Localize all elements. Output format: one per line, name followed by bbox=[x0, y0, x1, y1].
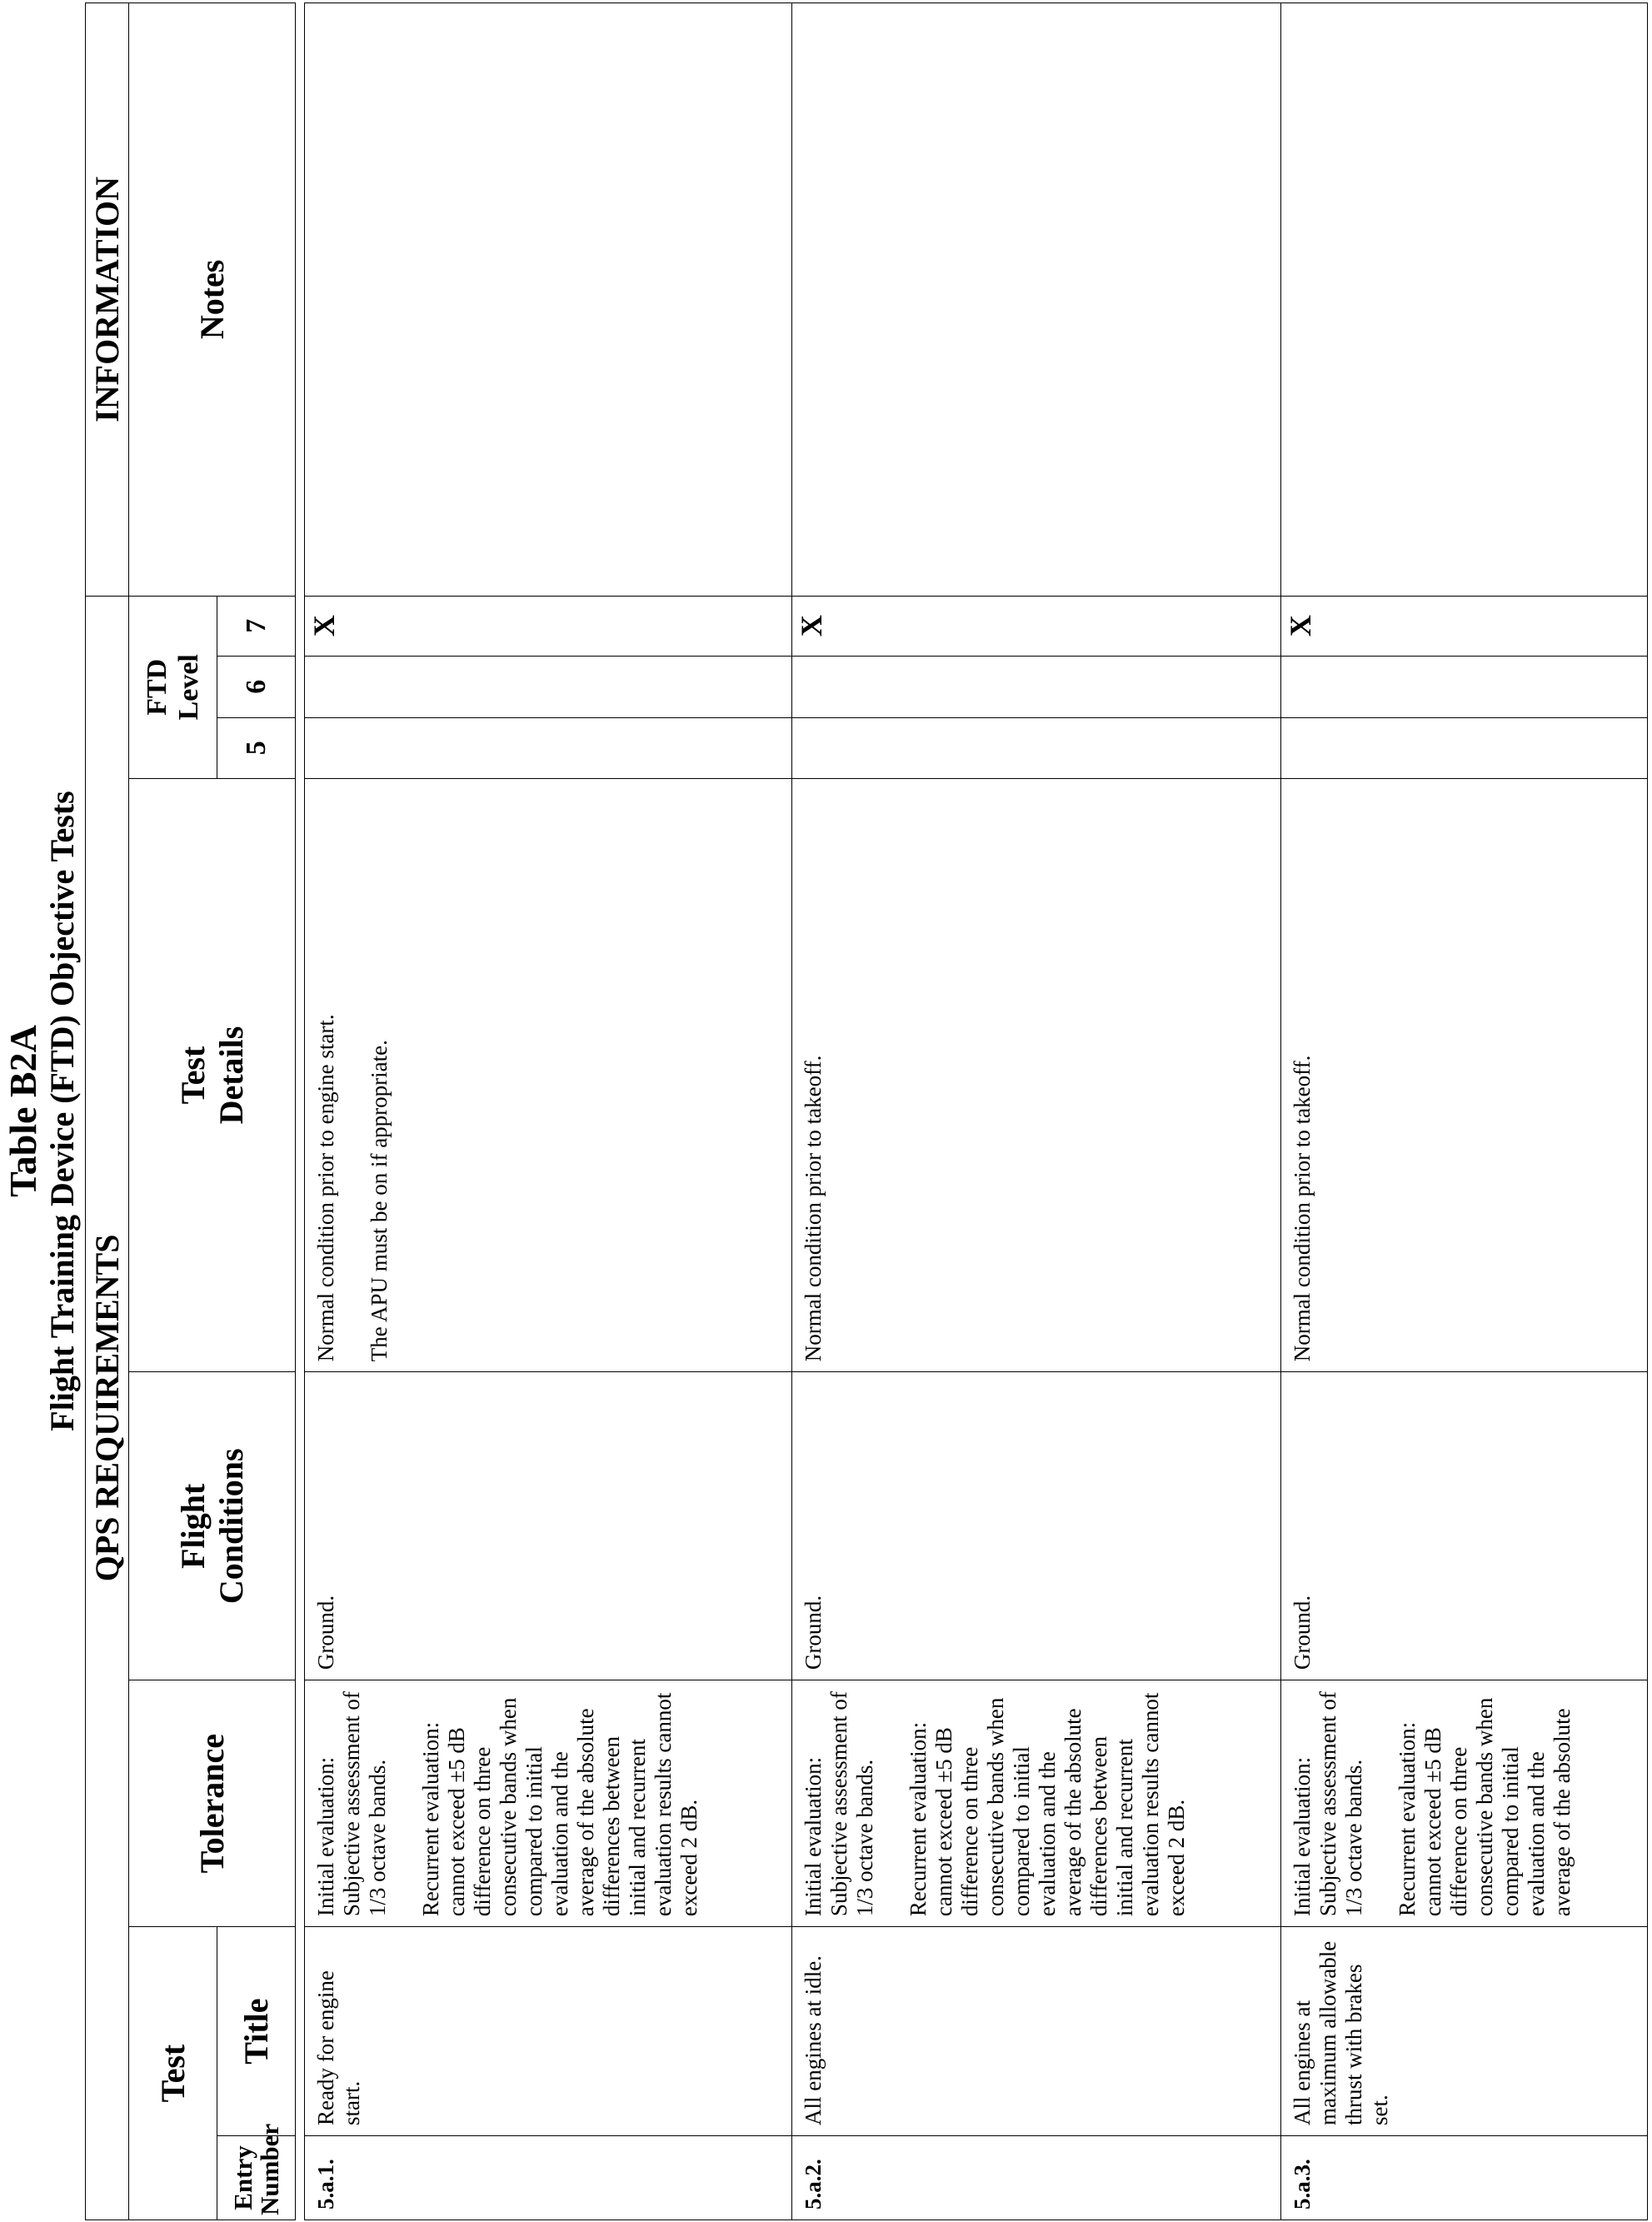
notes-cell bbox=[1281, 3, 1648, 597]
tolerance bbox=[792, 1680, 1281, 1927]
ftd-level-label bbox=[129, 596, 217, 778]
tolerance-initial: Initial evaluation: Subjective assessment of 1/3 octave bands. bbox=[313, 1691, 390, 1917]
table-row bbox=[792, 3, 1281, 2220]
test-details-line-1: Normal condition prior to takeoff. bbox=[801, 1055, 826, 1362]
body-table bbox=[304, 2, 1648, 2220]
notes-label: Notes bbox=[129, 3, 296, 597]
level-7-label: 7 bbox=[217, 596, 296, 656]
table-subtitle: Flight Training Device (FTD) Objective Tests bbox=[43, 791, 81, 1431]
level-7-cell: X bbox=[792, 596, 1281, 656]
qps-requirements-label: QPS REQUIREMENTS bbox=[86, 596, 129, 2220]
level-5-cell bbox=[1281, 717, 1648, 778]
entry-number: 5.a.1. bbox=[305, 2136, 792, 2220]
title-label: Title bbox=[217, 1927, 296, 2136]
tolerance-recurrent: Recurrent evaluation: cannot exceed ±5 dB difference on three consecutive bands when compared to initial evaluation and the average of the absolute differences between initial and recurrent evaluation results cannot exceed 2 dB. bbox=[906, 1692, 1189, 1917]
tolerance-recurrent: Recurrent evaluation: cannot exceed ±5 dB difference on three consecutive bands when compared to initial evaluation and the average of the absolute differences between initial and recurrent evaluation results cannot exceed 2 dB. bbox=[418, 1692, 701, 1917]
tolerance-initial: Initial evaluation: Subjective assessment of 1/3 octave bands. bbox=[801, 1691, 877, 1917]
tolerance bbox=[1281, 1680, 1648, 1927]
flight-conditions-label bbox=[129, 1372, 296, 1680]
level-6-cell bbox=[305, 656, 792, 717]
tolerance-label: Tolerance bbox=[129, 1680, 296, 1927]
test-details bbox=[792, 778, 1281, 1372]
table-title: Table B2A bbox=[2, 1025, 44, 1197]
entry-number-text: Entry Number bbox=[227, 2123, 284, 2216]
level-5-cell bbox=[305, 717, 792, 778]
level-6-cell bbox=[792, 656, 1281, 717]
level-6-cell bbox=[1281, 656, 1648, 717]
entry-number: 5.a.2. bbox=[792, 2136, 1281, 2220]
level-7-cell: X bbox=[305, 596, 792, 656]
flight-conditions: Ground. bbox=[1281, 1372, 1648, 1680]
test-details-line-1: Normal condition prior to takeoff. bbox=[1290, 1055, 1315, 1362]
level-6-label: 6 bbox=[217, 656, 296, 717]
test-label: Test bbox=[129, 1927, 217, 2220]
header-table bbox=[85, 2, 296, 2220]
ftd-level-text: FTD Level bbox=[141, 654, 204, 721]
table-row bbox=[1281, 3, 1648, 2220]
test-details-line-2: The APU must be on if appropriate. bbox=[367, 1040, 392, 1362]
level-7-cell: X bbox=[1281, 596, 1648, 656]
flight-conditions: Ground. bbox=[792, 1372, 1281, 1680]
test-details bbox=[305, 778, 792, 1372]
test-details bbox=[1281, 778, 1648, 1372]
tolerance-initial: Initial evaluation: Subjective assessment of 1/3 octave bands. bbox=[1290, 1691, 1366, 1917]
flight-conditions-text: Flight Conditions bbox=[173, 1448, 250, 1605]
level-5-label: 5 bbox=[217, 717, 296, 778]
entry-number-label bbox=[217, 2123, 296, 2220]
tolerance-recurrent: Recurrent evaluation: cannot exceed ±5 dB difference on three consecutive bands when compared to initial evaluation and the average of the absolute bbox=[1395, 1697, 1575, 1917]
notes-cell bbox=[305, 3, 792, 597]
test-details-text: Test Details bbox=[173, 1026, 250, 1125]
test-details-label bbox=[129, 778, 296, 1372]
flight-conditions: Ground. bbox=[305, 1372, 792, 1680]
test-title: All engines at idle. bbox=[792, 1927, 1281, 2136]
test-details-line-1: Normal condition prior to engine start. bbox=[313, 1014, 338, 1362]
test-title: All engines at maximum allowable thrust with brakes set. bbox=[1281, 1927, 1648, 2136]
tolerance bbox=[305, 1680, 792, 1927]
test-title: Ready for engine start. bbox=[305, 1927, 792, 2136]
table-row bbox=[305, 3, 792, 2220]
level-5-cell bbox=[792, 717, 1281, 778]
notes-cell bbox=[792, 3, 1281, 597]
information-label: INFORMATION bbox=[86, 3, 129, 597]
entry-number: 5.a.3. bbox=[1281, 2136, 1648, 2220]
